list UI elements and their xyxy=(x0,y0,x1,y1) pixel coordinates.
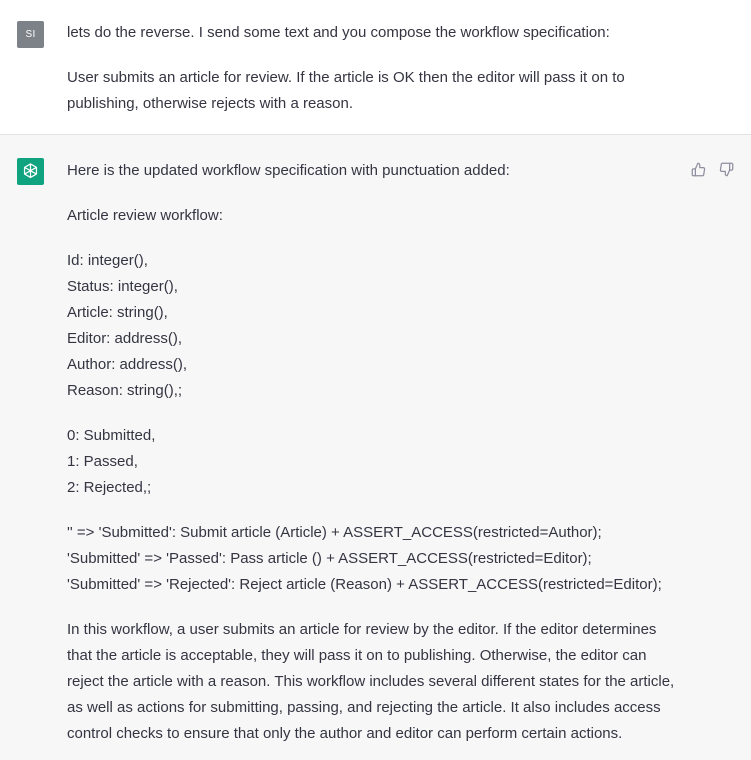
transition-line: 'Submitted' => 'Passed': Pass article () + ASSERT_ACCESS(restricted=Editor); xyxy=(67,550,592,567)
summary-line: reject the article with a reason. This workflow includes several different states for the article, xyxy=(67,673,675,690)
field-line: Author: address(), xyxy=(67,356,188,373)
workflow-heading: Article review workflow: xyxy=(67,207,223,224)
summary-line: that the article is acceptable, they will pass it on to publishing. Otherwise, the editor can xyxy=(67,647,647,664)
user-message-line: publishing, otherwise rejects with a reason. xyxy=(67,95,353,112)
assistant-intro: Here is the updated workflow specification with punctuation added: xyxy=(67,162,510,179)
field-line: Status: integer(), xyxy=(67,278,178,295)
assistant-avatar xyxy=(17,158,44,185)
state-line: 1: Passed, xyxy=(67,453,138,470)
user-avatar: SI xyxy=(17,21,44,48)
thumbs-down-icon xyxy=(719,162,734,177)
assistant-message-text xyxy=(67,158,687,747)
summary-line: In this workflow, a user submits an article for review by the editor. If the editor determines xyxy=(67,621,657,638)
field-line: Id: integer(), xyxy=(67,252,148,269)
thumbs-up-button[interactable] xyxy=(690,161,706,177)
thumbs-up-icon xyxy=(691,162,706,177)
field-line: Editor: address(), xyxy=(67,330,183,347)
assistant-message xyxy=(0,135,751,760)
feedback-buttons xyxy=(690,161,734,177)
openai-logo-icon xyxy=(21,162,40,181)
field-line: Reason: string(),; xyxy=(67,382,183,399)
thumbs-down-button[interactable] xyxy=(718,161,734,177)
user-message-text xyxy=(67,20,687,117)
summary-line: control checks to ensure that only the author and editor can perform certain actions. xyxy=(67,725,623,742)
transition-line: 'Submitted' => 'Rejected': Reject article (Reason) + ASSERT_ACCESS(restricted=Editor); xyxy=(67,576,662,593)
user-message-line: lets do the reverse. I send some text and you compose the workflow specification: xyxy=(67,24,610,41)
state-line: 0: Submitted, xyxy=(67,427,156,444)
summary-line: as well as actions for submitting, passing, and rejecting the article. It also includes access xyxy=(67,699,661,716)
transition-line: '' => 'Submitted': Submit article (Article) + ASSERT_ACCESS(restricted=Author); xyxy=(67,524,602,541)
user-message-line: User submits an article for review. If the article is OK then the editor will pass it on to xyxy=(67,69,625,86)
state-line: 2: Rejected,; xyxy=(67,479,152,496)
user-message xyxy=(0,0,751,135)
field-line: Article: string(), xyxy=(67,304,168,321)
